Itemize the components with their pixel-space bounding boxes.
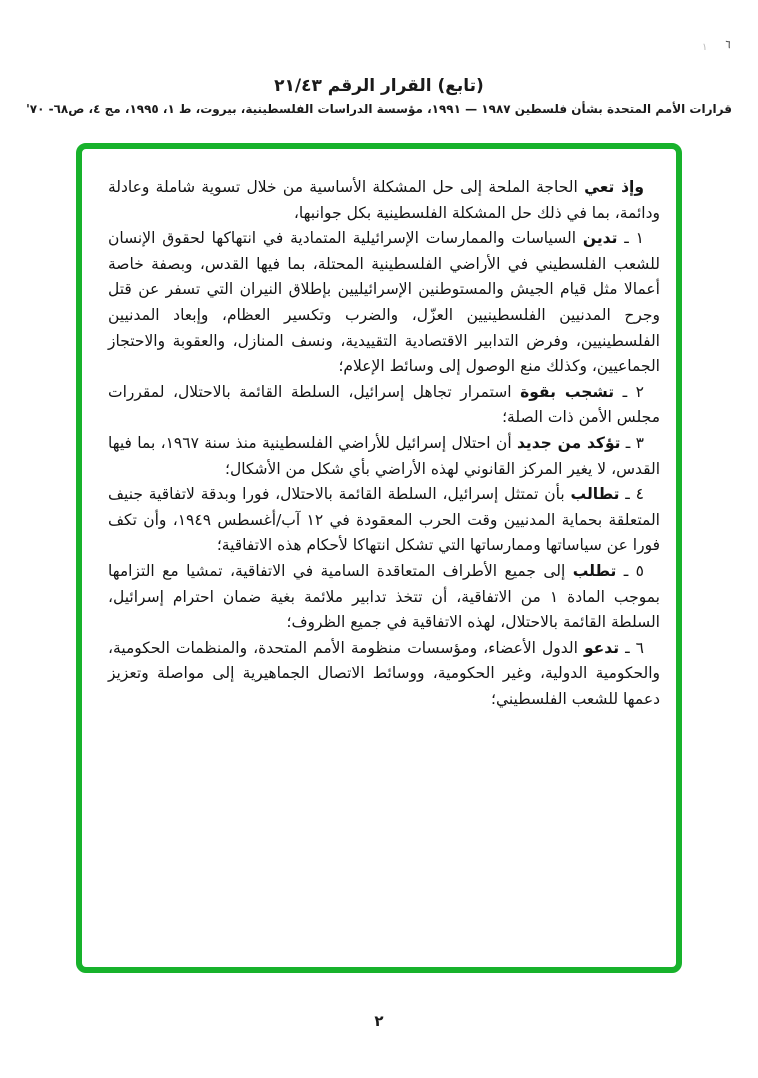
operative-paragraph-1	[108, 226, 660, 380]
scan-artifact-mark: ١	[702, 42, 708, 53]
paragraph-lead: تشجب بقوة	[520, 382, 615, 401]
content-frame	[76, 143, 682, 973]
paragraph-lead: تدين	[582, 229, 618, 248]
paragraph-text: إلى جميع الأطراف المتعاقدة السامية في الاتفاقية، تمشيا مع التزامها بموجب المادة ١ من الاتفاقية، أن تتخذ تدابير ملائمة بغية ضمان احترام إسرائيل، السلطة القائمة بالاحتلال، لهذه الاتفاقية في جميع الظروف؛	[108, 561, 660, 632]
page-number: ٢	[374, 1012, 384, 1030]
paragraph-lead: تطلب	[572, 561, 617, 580]
paragraph-number: ٥ ـ	[616, 561, 644, 580]
paragraph-number: ٦ ـ	[619, 638, 644, 657]
operative-paragraph-5	[108, 559, 660, 636]
paragraph-number: ١ ـ	[617, 229, 644, 248]
operative-paragraph-2	[108, 380, 660, 431]
operative-paragraph-3	[108, 431, 660, 482]
preamble-paragraph	[108, 175, 660, 226]
paragraph-number: ٤ ـ	[619, 485, 644, 504]
paragraph-number: ٣ ـ	[620, 433, 644, 452]
operative-paragraph-4	[108, 482, 660, 559]
paragraph-text: استمرار تجاهل إسرائيل، السلطة القائمة بالاحتلال، لمقررات مجلس الأمن ذات الصلة؛	[108, 382, 660, 427]
paragraph-lead: تدعو	[583, 638, 620, 657]
paragraph-text: أن احتلال إسرائيل للأراضي الفلسطينية منذ سنة ١٩٦٧، بما فيها القدس، لا يغير المركز القانوني لهذه الأراضي بأي شكل من الأشكال؛	[108, 433, 660, 478]
preamble-text: الحاجة الملحة إلى حل المشكلة الأساسية من خلال تسوية شاملة وعادلة ودائمة، بما في ذلك حل المشكلة الفلسطينية بكل جوانبها،	[108, 178, 660, 222]
paragraph-lead: تطالب	[570, 485, 620, 504]
paragraph-number: ٢ ـ	[614, 382, 644, 401]
resolution-body	[108, 175, 660, 712]
preamble-lead: وإذ تعي	[584, 178, 644, 196]
paragraph-lead: تؤكد من جديد	[516, 433, 621, 452]
operative-paragraph-6	[108, 636, 660, 713]
scan-artifact-mark: ٦	[724, 37, 732, 52]
page-title: (تابع) القرار الرقم ٢١/٤٣	[274, 76, 484, 96]
document-header	[0, 76, 758, 116]
paragraph-text: السياسات والممارسات الإسرائيلية المتمادية في انتهاكها لحقوق الإنسان للشعب الفلسطيني في الأراضي الفلسطينية المحتلة، بما فيها القدس، وبصفة خاصة أعمالا مثل قيام الجيش والمستوطنين الإسرائيليين بإطلاق النيران التي تسفر عن قتل وجرح المدنيين الفلسطينيين العزّل، والضرب وتكسير العظام، وإبعاد المدنيين الفلسطينيين، وفرض التدابير الاقتصادية التقييدية، ونسف المنازل، والعقوبة والاحتجاز الجماعيين، وكذلك منع الوصول إلى وسائط الإعلام؛	[108, 229, 660, 376]
paragraph-text: الدول الأعضاء، ومؤسسات منظومة الأمم المتحدة، والمنظمات الحكومية، والحكومية الدولية، وغير الحكومية، ووسائط الاتصال الجماهيرية إلى مواصلة وتعزيز دعمها للشعب الفلسطيني؛	[108, 638, 660, 708]
paragraph-text: بأن تمتثل إسرائيل، السلطة القائمة بالاحتلال، فورا وبدقة لاتفاقية جنيف المتعلقة بحماية المدنيين وقت الحرب المعقودة في ١٢ آب/أغسطس ١٩٤٩، وأن تكف فورا عن سياساتها وممارساتها التي تشكل انتهاكا لأحكام هذه الاتفاقية؛	[108, 485, 660, 555]
source-citation: قرارات الأمم المتحدة بشأن فلسطين ١٩٨٧ — ١٩٩١، مؤسسة الدراسات الفلسطينية، بيروت، ط ١، ١٩٩٥، مج ٤، ص٦٨- ٧٠'	[26, 102, 732, 116]
